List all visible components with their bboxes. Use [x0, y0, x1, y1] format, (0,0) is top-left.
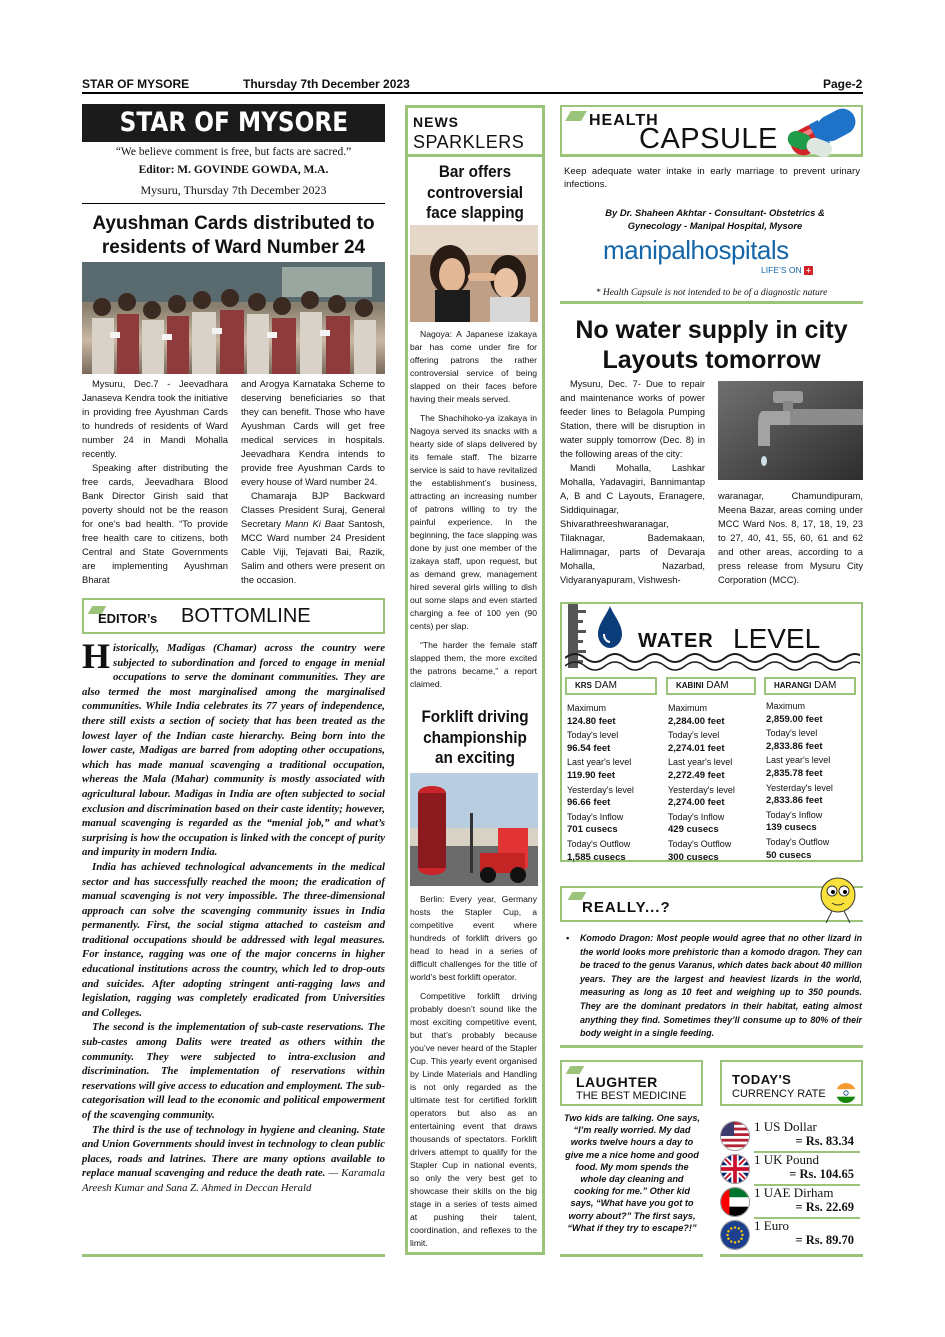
wave-line [565, 650, 860, 672]
capsule-icon [782, 107, 864, 157]
ayushman-p4-pre: Chamaraja BJP Backward Classes President Suraj, General Secretary [241, 490, 385, 529]
dam-harangi-v2: 2,833.86 feet [766, 740, 823, 752]
tap-illustration [718, 381, 863, 480]
eu-flag-icon [720, 1220, 750, 1250]
currency-label-1: TODAY'S [732, 1072, 792, 1087]
health-label-1: HEALTH [589, 112, 659, 129]
really-rule [560, 1045, 863, 1048]
rate-gbp-unit: 1 UK Pound [754, 1152, 820, 1167]
editorial-byline: — Karamala Areesh Kumar and Sana Z. Ahmed in Deccan Herald [82, 1167, 385, 1194]
ayushman-headline: Ayushman Cards distributed to residents of Ward Number 24 [92, 213, 375, 258]
laughter-label-1: LAUGHTER [576, 1074, 658, 1090]
forklift-photo-illustration [410, 773, 538, 886]
masthead-editor: Editor: M. GOVINDE GOWDA, M.A. [138, 164, 329, 176]
plus-icon: + [804, 266, 813, 275]
dam-kabini-l6: Today's Outflow [668, 838, 732, 849]
ayushman-p1: Mysuru, Dec.7 - Jeevadhara Janaseva Kendra took the initiative in providing free Ayushman Cards to hundreds of residents of Ward number 24 in Mandi Mohalla recently. [82, 378, 228, 459]
dam-kabini-l2: Today's level [668, 730, 720, 741]
editorial-p4-text: The third is the use of technology in hygiene and cleaning. State and Union Governments should invest in technology to clean public places, roads and latrines. There are many options available to replace manual scavenging and reduce the death rate. [82, 1123, 385, 1180]
masthead-dateline: Mysuru, Thursday 7th December 2023 [140, 183, 327, 197]
water-col2: waranagar, Chamundipuram, Meena Bazar, areas coming under MCC Ward Nos. 8, 17, 18, 19, 23 to 27, 40, 41, 55, 60, 61 and 62 and other areas, according to a press release from Mysuru City Corporation (MCC). [718, 491, 863, 585]
laughter-label-2: THE BEST MEDICINE [576, 1090, 687, 1102]
dam-kabini-v6: 300 cusecs [668, 851, 719, 863]
news-label-box [405, 105, 545, 157]
dam-krs-v5: 701 cusecs [567, 824, 618, 836]
health-rule [560, 301, 863, 304]
manipal-logo: manipalhospitals [603, 235, 789, 265]
dam-kabini-l4: Yesterday's level [668, 784, 735, 795]
ayushman-col2 [241, 377, 385, 587]
rate-row-gbp [720, 1154, 860, 1186]
dam-harangi-v6: 50 cusecs [766, 849, 812, 861]
dam-suffix-kabini: DAM [706, 680, 729, 691]
header-paper: STAR OF MYSORE [82, 77, 190, 91]
dam-kabini-l5: Today's Inflow [668, 811, 725, 822]
tap-photo [718, 381, 863, 480]
dam-harangi-l5: Today's Inflow [766, 809, 823, 820]
health-disclaimer: * Health Capsule is not intended to be of a diagnostic nature [595, 288, 828, 298]
ayushman-p4-italic: Mann Ki Baat [285, 518, 345, 529]
forklift-photo [410, 773, 538, 886]
dam-kabini-v1: 2,284.00 feet [668, 715, 725, 727]
dam-harangi-l4: Yesterday's level [766, 782, 833, 793]
forklift-p2: Competitive forklift driving probably doesn’t sound like the most exciting competitive event, but that’s probably because you’ve never heard of the Stapler Cup. This yearly event organised by Linde Materials and Handling is not only regarded as the ultimate test for certified forklift operators but also as an entertaining event that draws thousands of spectators. Forklift drivers attempt to qualify for the Stapler Cup in national events, so only the very best get to showcase their skills on the big stage in a series of tests aimed at pushing their talent, coordination, and reflexes to the limit. [410, 991, 537, 1248]
rate-usd-unit: 1 US Dollar [754, 1119, 817, 1134]
masthead-tagline: “We believe comment is free, but facts are sacred.” [115, 146, 352, 158]
masthead-rule [82, 203, 385, 204]
dam-name-krs: KRS [575, 681, 592, 690]
india-flag-icon [835, 1082, 857, 1104]
health-label-2: CAPSULE [639, 123, 778, 155]
ayushman-p3: and Arogya Karnataka Scheme to deserving beneficiaries so that they can benefit. Those who have Ayushman Cards will get free medical services in hospitals. Jeevadhara Kendra intends to provide free Ayushman Cards to every house of Ward number 24. [241, 378, 385, 487]
bullet-icon: • [566, 933, 570, 943]
dam-krs-v2: 96.54 feet [567, 742, 611, 754]
dam-kabini-v4: 2,274.00 feet [668, 797, 725, 809]
dam-harangi-l1: Maximum [766, 701, 806, 711]
dam-name-harangi: HARANGI [774, 681, 812, 690]
health-label-accent [565, 111, 587, 121]
editorial-rule [82, 1254, 385, 1257]
editorial-dropcap: H [82, 636, 111, 676]
really-text-body: Komodo Dragon: Most people would agree that no other lizard in the world looks more prehistoric than a komodo dragon. They can be traced to the genus Varanus, which dates back about 40 million years. They are the largest and heaviest lizards in the world, measuring as long as 10 feet and weighing up to 350 pounds. They are the dominant predators in their habitat, eating almost anything they find. Sometimes they’ll consume up to 80% of their body weight in a single feeding. [580, 933, 862, 1039]
rate-aed-unit: 1 UAE Dirham [754, 1185, 834, 1200]
manipal-tagline-text: LIFE’S ON [761, 265, 802, 275]
dam-harangi-v3: 2,835.78 feet [766, 767, 823, 779]
dam-harangi-v5: 139 cusecs [766, 822, 817, 834]
forklift-headline: Forklift driving championship an exciting [421, 707, 529, 767]
really-label: REALLY...? [582, 899, 671, 916]
slap-photo-illustration [410, 225, 538, 322]
level-label-1: WATER [638, 630, 714, 652]
dam-pill-krs [565, 677, 657, 695]
editor-label-2: BOTTOMLINE [181, 605, 311, 627]
ayushman-col1 [82, 377, 228, 587]
dam-krs-l3: Last year's level [567, 757, 632, 768]
editor-label-1: EDITOR’s [98, 611, 158, 626]
editorial-p2: India has achieved technological advancements in the medical sector and has successfully reached the moon; the eradication of manual scavenging is not very impossible. The three-dimensional approach can solve the scavenging community issues in India permanently. First, the social stigma attached to casteism and traditional occupations should be addressed with legal measures. For instance, ragging was one of the major concerns in higher educational institutions across the country, which led to drop-outs and suicides. After adopting stringent anti-ragging laws and legislation, ragging was completely eradicated from Universities and Colleges. [82, 860, 385, 1019]
header-rule [82, 92, 863, 94]
health-label-box [560, 105, 863, 157]
rate-eur-value: = Rs. 89.70 [795, 1233, 854, 1247]
level-label-2: LEVEL [733, 623, 821, 654]
dam-kabini-v3: 2,272.49 feet [668, 769, 725, 781]
dam-krs-v1: 124.80 feet [567, 715, 616, 727]
masthead-banner [82, 104, 385, 142]
us-flag-icon [720, 1121, 750, 1151]
dam-suffix-krs: DAM [594, 680, 617, 691]
dam-krs-v3: 119.90 feet [567, 769, 616, 781]
uk-flag-icon [720, 1154, 750, 1184]
ayushman-p2: Speaking after distributing the free cards, Jeevadhara Blood Bank Director Girish said that poverty should not be the reason for one’s bad health. “To provide free health care to citizens, both Central and State Governments are implementing Ayushman Bharat [82, 462, 228, 585]
dam-pill-kabini [666, 677, 756, 695]
rate-row-eur [720, 1220, 860, 1252]
ayushman-p4 [241, 489, 385, 587]
bar-p1: Nagoya: A Japanese izakaya bar has come under fire for offering patrons the rather controversial service of being slapped on their faces before having their meals served. [410, 329, 537, 404]
dam-krs-l5: Today's Inflow [567, 811, 624, 822]
thinking-face-icon [812, 873, 862, 925]
bar-headline: Bar offers controversial face slapping [426, 162, 524, 222]
laughter-label-accent [566, 1066, 585, 1074]
rate-aed-value: = Rs. 22.69 [795, 1200, 854, 1214]
news-label-1: NEWS [413, 114, 459, 130]
water-col1 [560, 377, 705, 587]
dam-harangi-v4: 2,833.86 feet [766, 795, 823, 807]
dam-harangi-v1: 2,859.00 feet [766, 713, 823, 725]
bar-p3: “The harder the female staff slapped them, the more excited the patrons became,” a report claimed. [410, 640, 537, 689]
dam-data-krs [567, 702, 662, 864]
bar-body [410, 328, 537, 691]
dam-suffix-harangi: DAM [814, 680, 837, 691]
currency-rule [720, 1254, 863, 1257]
health-text: Keep adequate water intake in early marriage to prevent urinary infections. [564, 166, 860, 190]
dam-harangi-l2: Today's level [766, 728, 818, 739]
masthead-title: STAR OF MYSORE [119, 107, 348, 138]
editorial-p1 [82, 636, 385, 860]
laughter-text: Two kids are talking. One says, “I’m really worried. My dad works twelve hours a day to give me a nice home and good food. My mom spends the whole day cleaning and cooking for me.” Other kid says, “What have you got to worry about?” The first says, “What if they try to escape?!” [564, 1113, 700, 1233]
rate-row-usd [720, 1121, 860, 1153]
dam-kabini-l1: Maximum [668, 703, 708, 713]
rate-gbp-value: = Rs. 104.65 [789, 1167, 854, 1181]
laughter-label-box [560, 1060, 703, 1106]
forklift-p1: Berlin: Every year, Germany hosts the Stapler Cup, a competitive event where hundreds of forklift drivers go head to head in a series of difficult challenges for the title of world’s best forklift operator. [410, 894, 537, 982]
editorial-p4 [82, 1123, 385, 1196]
laughter-rule [560, 1254, 703, 1257]
editorial-p3: The second is the implementation of sub-caste reservations. The sub-castes among Dalits were treated as others within the community. They were subjected to intra-exclusion and discrimination. The implementation of reservations within reservations will give access to education and employment. The sub-categorisation will lead to the economic and political empowerment of the scavenging community. [82, 1021, 385, 1121]
currency-label-2: CURRENCY RATE [732, 1088, 826, 1100]
water-headline: No water supply in city Layouts tomorrow [575, 316, 848, 374]
ayushman-photo [82, 262, 385, 374]
uae-flag-icon [720, 1187, 750, 1217]
dam-krs-l6: Today's Outflow [567, 838, 631, 849]
rate-usd-value: = Rs. 83.34 [795, 1134, 854, 1148]
dam-kabini-l3: Last year's level [668, 757, 733, 768]
dam-pill-harangi [764, 677, 856, 695]
dam-krs-l4: Yesterday's level [567, 784, 634, 795]
editor-label-box [82, 598, 385, 634]
dam-kabini-v2: 2,274.01 feet [668, 742, 725, 754]
water-p2: Mandi Mohalla, Lashkar Mohalla, Yadavagiri, Bannimantap A, B and C Layouts, Eranagere, Siddiquinagar, Shivarathreeshwaranagar, Tilaknagar, Bademakaan, Halimnagar, parts of Devaraja Mohalla, Nazarbad, Vidyaranyapuram, Vishwesh- [560, 463, 705, 585]
header-page: Page-2 [823, 77, 863, 91]
dam-kabini-v5: 429 cusecs [668, 824, 719, 836]
header-date: Thursday 7th December 2023 [243, 77, 410, 91]
editorial-body [82, 636, 385, 1196]
water-p1: Mysuru, Dec. 7- Due to repair and maintenance works of power feeder lines to Belagola Pumping Station, there will be disruption in water supply tomorrow (Dec. 8) in the following areas of the city: [560, 379, 705, 459]
rate-eur-unit: 1 Euro [754, 1218, 790, 1233]
rate-row-aed [720, 1187, 860, 1219]
group-photo-illustration [82, 262, 385, 374]
really-text [566, 932, 862, 1041]
dam-harangi-l6: Today's Outflow [766, 836, 830, 847]
bar-photo [410, 225, 538, 322]
manipal-tagline [761, 265, 813, 275]
editorial-p1-text: istorically, Madigas (Chamar) across the country were subjected to subordination and forced to engage in menial occupations to serve the dominant communities. They are also termed the most marginalised among the marginalised communities. While India celebrates its 77 years of independence, there still exists a section of society that has been treated as the lowest layer of the Indian caste hierarchy. Being born into the lower caste, Madigas are barred from adopting other occupations, which has made manual scavenging a traditional occupation, whereas the Mala (Mahar) community is mostly associated with agricultural labour. Madigas in India are often subjected to social exclusion and discrimination based on their caste identity; however, manual scavenging is regarded as the “menial job,” and what’s surprising is how the occupation is linked with the concept of purity and impurity in modern India. [82, 642, 385, 859]
health-byline: By Dr. Shaheen Akhtar - Consultant- Obstetrics & Gynecology - Manipal Hospital, Mysore [605, 207, 825, 231]
dam-krs-v4: 96.66 feet [567, 797, 611, 809]
news-label-2: SPARKLERS [413, 132, 525, 152]
dam-data-kabini [668, 702, 763, 864]
dam-krs-l1: Maximum [567, 703, 607, 713]
dam-krs-l2: Today's level [567, 730, 619, 741]
forklift-body [410, 893, 537, 1250]
currency-label-box [720, 1060, 863, 1106]
ayushman-p4-post: Santosh, MCC Ward number 24 President Cable Viji, Tejavati Bai, Razik, Salim and others were present on the occasion. [241, 518, 385, 585]
dam-krs-v6: 1,585 cusecs [567, 851, 626, 863]
dam-harangi-l3: Last year's level [766, 755, 831, 766]
bar-p2: The Shachihoko-ya izakaya in Nagoya served its snacks with a hearty side of slaps delivered by its female staff. The bizarre service is said to have revitalized the establishment’s business, attracting an increasing number of patrons willing to try the painful experience. In the beginning, the face slapping was done by just one member of the izakaya staff, upon request, but as demand grew, management hired several girls willing to dish out some slaps and even started charging a fee of 100 yen (90 cents) per slap. [410, 413, 537, 631]
dam-data-harangi [766, 700, 861, 862]
dam-name-kabini: KABINI [676, 681, 704, 690]
